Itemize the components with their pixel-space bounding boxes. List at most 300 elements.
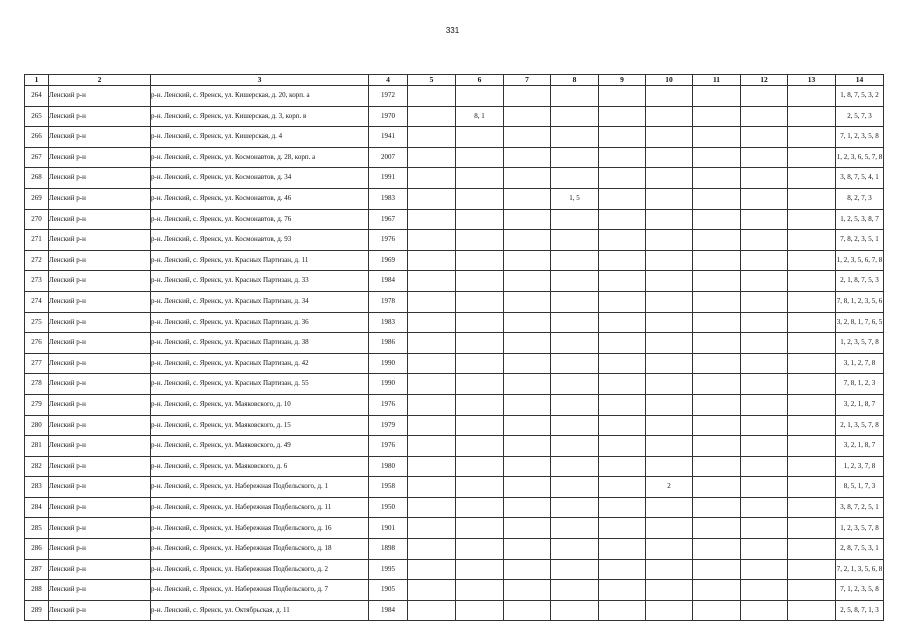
col13-cell: [788, 600, 836, 621]
col14-cell: 2, 1, 8, 7, 5, 3: [836, 271, 884, 292]
col6-cell: [456, 209, 504, 230]
col8-cell: [551, 497, 599, 518]
col5-cell: [408, 209, 456, 230]
col11-cell: [693, 250, 741, 271]
col10-cell: [646, 312, 693, 333]
col8-cell: [551, 559, 599, 580]
col14-cell: 7, 8, 1, 2, 3: [836, 374, 884, 395]
col5-cell: [408, 456, 456, 477]
col9-cell: [599, 147, 646, 168]
address-cell: р-н. Ленский, с. Яренск, ул. Набережная Подбельского, д. 7: [151, 580, 369, 601]
col5-cell: [408, 230, 456, 251]
table-row: [25, 477, 884, 498]
col12-cell: [741, 127, 788, 148]
district-cell: Ленский р-н: [49, 600, 151, 621]
address-cell: р-н. Ленский, с. Яренск, ул. Красных Партизан, д. 33: [151, 271, 369, 292]
col12-cell: [741, 518, 788, 539]
col14-cell: 1, 2, 3, 5, 6, 7, 8: [836, 250, 884, 271]
address-cell: р-н. Ленский, с. Яренск, ул. Кишерская, д. 4: [151, 127, 369, 148]
col10-cell: [646, 127, 693, 148]
row-number-cell: 264: [25, 86, 49, 107]
address-cell: р-н. Ленский, с. Яренск, ул. Маяковского, д. 10: [151, 394, 369, 415]
address-cell: р-н. Ленский, с. Яренск, ул. Маяковского, д. 49: [151, 436, 369, 457]
district-cell: Ленский р-н: [49, 106, 151, 127]
col5-cell: [408, 106, 456, 127]
col14-cell: 2, 5, 8, 7, 1, 3: [836, 600, 884, 621]
column-header: 11: [693, 75, 741, 86]
col14-cell: 1, 2, 3, 6, 5, 7, 8: [836, 147, 884, 168]
row-number-cell: 286: [25, 539, 49, 560]
col7-cell: [504, 559, 551, 580]
table-row: [25, 106, 884, 127]
col8-cell: [551, 312, 599, 333]
col7-cell: [504, 477, 551, 498]
table-row: [25, 559, 884, 580]
col7-cell: [504, 291, 551, 312]
year-cell: 1980: [369, 456, 408, 477]
address-cell: р-н. Ленский, с. Яренск, ул. Космонавтов, д. 28, корп. а: [151, 147, 369, 168]
col14-cell: 3, 8, 7, 5, 4, 1: [836, 168, 884, 189]
district-cell: Ленский р-н: [49, 374, 151, 395]
year-cell: 1984: [369, 600, 408, 621]
row-number-cell: 271: [25, 230, 49, 251]
col7-cell: [504, 518, 551, 539]
row-number-cell: 272: [25, 250, 49, 271]
col14-cell: 7, 1, 2, 3, 5, 8: [836, 127, 884, 148]
col11-cell: [693, 230, 741, 251]
year-cell: 1905: [369, 580, 408, 601]
address-cell: р-н. Ленский, с. Яренск, ул. Красных Партизан, д. 36: [151, 312, 369, 333]
district-cell: Ленский р-н: [49, 271, 151, 292]
col14-cell: 1, 2, 3, 5, 7, 8: [836, 518, 884, 539]
page-number: 331: [445, 26, 460, 35]
col6-cell: [456, 477, 504, 498]
district-cell: Ленский р-н: [49, 415, 151, 436]
col5-cell: [408, 374, 456, 395]
district-cell: Ленский р-н: [49, 147, 151, 168]
col9-cell: [599, 580, 646, 601]
col10-cell: [646, 559, 693, 580]
col11-cell: [693, 333, 741, 354]
col9-cell: [599, 394, 646, 415]
col11-cell: [693, 580, 741, 601]
col13-cell: [788, 86, 836, 107]
address-cell: р-н. Ленский, с. Яренск, ул. Космонавтов, д. 76: [151, 209, 369, 230]
col5-cell: [408, 539, 456, 560]
header-row: [25, 75, 884, 86]
col13-cell: [788, 209, 836, 230]
district-cell: Ленский р-н: [49, 436, 151, 457]
col13-cell: [788, 106, 836, 127]
year-cell: 1983: [369, 312, 408, 333]
col14-cell: 3, 2, 1, 8, 7: [836, 394, 884, 415]
col5-cell: [408, 86, 456, 107]
col12-cell: [741, 106, 788, 127]
year-cell: 1991: [369, 168, 408, 189]
district-cell: Ленский р-н: [49, 291, 151, 312]
col7-cell: [504, 86, 551, 107]
district-cell: Ленский р-н: [49, 497, 151, 518]
col6-cell: [456, 291, 504, 312]
district-cell: Ленский р-н: [49, 209, 151, 230]
col13-cell: [788, 168, 836, 189]
col7-cell: [504, 415, 551, 436]
col10-cell: [646, 209, 693, 230]
col7-cell: [504, 250, 551, 271]
year-cell: 1901: [369, 518, 408, 539]
col10-cell: [646, 415, 693, 436]
col5-cell: [408, 291, 456, 312]
address-cell: р-н. Ленский, с. Яренск, ул. Красных Партизан, д. 34: [151, 291, 369, 312]
district-cell: Ленский р-н: [49, 188, 151, 209]
col12-cell: [741, 168, 788, 189]
col13-cell: [788, 518, 836, 539]
table-row: [25, 250, 884, 271]
column-header: 7: [504, 75, 551, 86]
district-cell: Ленский р-н: [49, 353, 151, 374]
col11-cell: [693, 291, 741, 312]
row-number-cell: 265: [25, 106, 49, 127]
table-row: [25, 600, 884, 621]
col13-cell: [788, 353, 836, 374]
table-row: [25, 436, 884, 457]
col10-cell: [646, 539, 693, 560]
col14-cell: 1, 2, 3, 7, 8: [836, 456, 884, 477]
col13-cell: [788, 147, 836, 168]
col14-cell: 7, 8, 1, 2, 3, 5, 6: [836, 291, 884, 312]
col7-cell: [504, 600, 551, 621]
register-table: [24, 74, 884, 621]
row-number-cell: 280: [25, 415, 49, 436]
col14-cell: 1, 8, 7, 5, 3, 2: [836, 86, 884, 107]
col9-cell: [599, 168, 646, 189]
col12-cell: [741, 456, 788, 477]
col12-cell: [741, 600, 788, 621]
column-header: 8: [551, 75, 599, 86]
col7-cell: [504, 168, 551, 189]
col8-cell: [551, 291, 599, 312]
col10-cell: [646, 291, 693, 312]
year-cell: 1967: [369, 209, 408, 230]
col10-cell: [646, 600, 693, 621]
col5-cell: [408, 353, 456, 374]
col7-cell: [504, 456, 551, 477]
col14-cell: 8, 5, 1, 7, 3: [836, 477, 884, 498]
col7-cell: [504, 539, 551, 560]
year-cell: 1976: [369, 436, 408, 457]
col7-cell: [504, 333, 551, 354]
col8-cell: [551, 353, 599, 374]
year-cell: 1950: [369, 497, 408, 518]
col10-cell: [646, 580, 693, 601]
address-cell: р-н. Ленский, с. Яренск, ул. Красных Партизан, д. 42: [151, 353, 369, 374]
col13-cell: [788, 374, 836, 395]
col6-cell: [456, 353, 504, 374]
address-cell: р-н. Ленский, с. Яренск, ул. Маяковского, д. 15: [151, 415, 369, 436]
col6-cell: [456, 518, 504, 539]
col8-cell: [551, 436, 599, 457]
col9-cell: [599, 353, 646, 374]
year-cell: 1990: [369, 353, 408, 374]
col9-cell: [599, 209, 646, 230]
col5-cell: [408, 394, 456, 415]
col13-cell: [788, 559, 836, 580]
district-cell: Ленский р-н: [49, 518, 151, 539]
col11-cell: [693, 456, 741, 477]
district-cell: Ленский р-н: [49, 230, 151, 251]
year-cell: 1986: [369, 333, 408, 354]
district-cell: Ленский р-н: [49, 477, 151, 498]
year-cell: 1984: [369, 271, 408, 292]
column-header: 3: [151, 75, 369, 86]
col12-cell: [741, 353, 788, 374]
col13-cell: [788, 436, 836, 457]
col5-cell: [408, 312, 456, 333]
table-row: [25, 209, 884, 230]
col13-cell: [788, 477, 836, 498]
table-row: [25, 374, 884, 395]
col5-cell: [408, 271, 456, 292]
col11-cell: [693, 271, 741, 292]
col14-cell: 2, 8, 7, 5, 3, 1: [836, 539, 884, 560]
year-cell: 1978: [369, 291, 408, 312]
col13-cell: [788, 333, 836, 354]
col8-cell: [551, 147, 599, 168]
col6-cell: [456, 230, 504, 251]
col11-cell: [693, 209, 741, 230]
col10-cell: [646, 188, 693, 209]
col8-cell: [551, 209, 599, 230]
column-header: 10: [646, 75, 693, 86]
col5-cell: [408, 580, 456, 601]
col7-cell: [504, 106, 551, 127]
col13-cell: [788, 127, 836, 148]
col11-cell: [693, 477, 741, 498]
col8-cell: [551, 230, 599, 251]
col9-cell: [599, 291, 646, 312]
district-cell: Ленский р-н: [49, 250, 151, 271]
col5-cell: [408, 147, 456, 168]
col5-cell: [408, 477, 456, 498]
col10-cell: [646, 230, 693, 251]
col11-cell: [693, 106, 741, 127]
col14-cell: 3, 2, 8, 1, 7, 6, 5: [836, 312, 884, 333]
table-row: [25, 230, 884, 251]
address-cell: р-н. Ленский, с. Яренск, ул. Набережная Подбельского, д. 18: [151, 539, 369, 560]
col6-cell: [456, 147, 504, 168]
col11-cell: [693, 497, 741, 518]
column-header: 12: [741, 75, 788, 86]
row-number-cell: 268: [25, 168, 49, 189]
address-cell: р-н. Ленский, с. Яренск, ул. Набережная Подбельского, д. 1: [151, 477, 369, 498]
col11-cell: [693, 147, 741, 168]
col9-cell: [599, 127, 646, 148]
district-cell: Ленский р-н: [49, 559, 151, 580]
row-number-cell: 282: [25, 456, 49, 477]
table-row: [25, 394, 884, 415]
col6-cell: [456, 127, 504, 148]
col14-cell: 8, 2, 7, 3: [836, 188, 884, 209]
col13-cell: [788, 415, 836, 436]
table-row: [25, 291, 884, 312]
table-row: [25, 271, 884, 292]
col13-cell: [788, 271, 836, 292]
table-row: [25, 518, 884, 539]
row-number-cell: 279: [25, 394, 49, 415]
col7-cell: [504, 312, 551, 333]
col8-cell: [551, 456, 599, 477]
col8-cell: [551, 415, 599, 436]
address-cell: р-н. Ленский, с. Яренск, ул. Набережная Подбельского, д. 2: [151, 559, 369, 580]
district-cell: Ленский р-н: [49, 168, 151, 189]
col12-cell: [741, 312, 788, 333]
district-cell: Ленский р-н: [49, 127, 151, 148]
row-number-cell: 289: [25, 600, 49, 621]
col13-cell: [788, 456, 836, 477]
col6-cell: [456, 188, 504, 209]
col10-cell: [646, 353, 693, 374]
col9-cell: [599, 86, 646, 107]
col6-cell: [456, 497, 504, 518]
row-number-cell: 277: [25, 353, 49, 374]
col9-cell: [599, 518, 646, 539]
col10-cell: [646, 147, 693, 168]
col6-cell: [456, 456, 504, 477]
table-row: [25, 168, 884, 189]
col14-cell: 2, 1, 3, 5, 7, 8: [836, 415, 884, 436]
col7-cell: [504, 394, 551, 415]
col6-cell: [456, 436, 504, 457]
address-cell: р-н. Ленский, с. Яренск, ул. Космонавтов, д. 34: [151, 168, 369, 189]
col9-cell: [599, 539, 646, 560]
table-row: [25, 580, 884, 601]
col5-cell: [408, 415, 456, 436]
district-cell: Ленский р-н: [49, 456, 151, 477]
district-cell: Ленский р-н: [49, 394, 151, 415]
col8-cell: 1, 5: [551, 188, 599, 209]
col7-cell: [504, 497, 551, 518]
col12-cell: [741, 415, 788, 436]
col8-cell: [551, 539, 599, 560]
column-header: 6: [456, 75, 504, 86]
col12-cell: [741, 209, 788, 230]
col11-cell: [693, 415, 741, 436]
col9-cell: [599, 436, 646, 457]
year-cell: 2007: [369, 147, 408, 168]
col8-cell: [551, 86, 599, 107]
col12-cell: [741, 291, 788, 312]
col5-cell: [408, 333, 456, 354]
col8-cell: [551, 250, 599, 271]
col12-cell: [741, 477, 788, 498]
address-cell: р-н. Ленский, с. Яренск, ул. Маяковского, д. 6: [151, 456, 369, 477]
table-row: [25, 353, 884, 374]
col9-cell: [599, 477, 646, 498]
col6-cell: [456, 86, 504, 107]
col11-cell: [693, 127, 741, 148]
col13-cell: [788, 312, 836, 333]
col6-cell: [456, 333, 504, 354]
col10-cell: [646, 497, 693, 518]
table-row: [25, 415, 884, 436]
table-body: [25, 86, 884, 621]
year-cell: 1976: [369, 394, 408, 415]
col9-cell: [599, 333, 646, 354]
col12-cell: [741, 271, 788, 292]
col6-cell: [456, 415, 504, 436]
col8-cell: [551, 518, 599, 539]
col5-cell: [408, 559, 456, 580]
col7-cell: [504, 436, 551, 457]
col8-cell: [551, 106, 599, 127]
col9-cell: [599, 374, 646, 395]
col5-cell: [408, 518, 456, 539]
row-number-cell: 266: [25, 127, 49, 148]
col11-cell: [693, 374, 741, 395]
col14-cell: 1, 2, 3, 5, 7, 8: [836, 333, 884, 354]
col13-cell: [788, 497, 836, 518]
address-cell: р-н. Ленский, с. Яренск, ул. Красных Партизан, д. 55: [151, 374, 369, 395]
col9-cell: [599, 106, 646, 127]
col6-cell: [456, 168, 504, 189]
col12-cell: [741, 539, 788, 560]
col9-cell: [599, 312, 646, 333]
col6-cell: [456, 312, 504, 333]
col7-cell: [504, 580, 551, 601]
col10-cell: [646, 106, 693, 127]
col7-cell: [504, 230, 551, 251]
row-number-cell: 281: [25, 436, 49, 457]
col12-cell: [741, 436, 788, 457]
col11-cell: [693, 86, 741, 107]
year-cell: 1969: [369, 250, 408, 271]
col7-cell: [504, 147, 551, 168]
col13-cell: [788, 230, 836, 251]
col5-cell: [408, 497, 456, 518]
col9-cell: [599, 497, 646, 518]
row-number-cell: 283: [25, 477, 49, 498]
district-cell: Ленский р-н: [49, 539, 151, 560]
table-row: [25, 188, 884, 209]
column-header: 4: [369, 75, 408, 86]
col10-cell: [646, 456, 693, 477]
column-header: 13: [788, 75, 836, 86]
year-cell: 1976: [369, 230, 408, 251]
row-number-cell: 269: [25, 188, 49, 209]
col12-cell: [741, 559, 788, 580]
address-cell: р-н. Ленский, с. Яренск, ул. Красных Партизан, д. 38: [151, 333, 369, 354]
row-number-cell: 284: [25, 497, 49, 518]
col9-cell: [599, 456, 646, 477]
col6-cell: [456, 559, 504, 580]
col7-cell: [504, 127, 551, 148]
table-row: [25, 333, 884, 354]
year-cell: 1941: [369, 127, 408, 148]
row-number-cell: 274: [25, 291, 49, 312]
col6-cell: [456, 271, 504, 292]
col11-cell: [693, 539, 741, 560]
table-header: [25, 75, 884, 86]
col12-cell: [741, 497, 788, 518]
column-header: 9: [599, 75, 646, 86]
column-header: 14: [836, 75, 884, 86]
col10-cell: [646, 333, 693, 354]
col9-cell: [599, 271, 646, 292]
year-cell: 1990: [369, 374, 408, 395]
col10-cell: [646, 518, 693, 539]
col7-cell: [504, 209, 551, 230]
col11-cell: [693, 394, 741, 415]
